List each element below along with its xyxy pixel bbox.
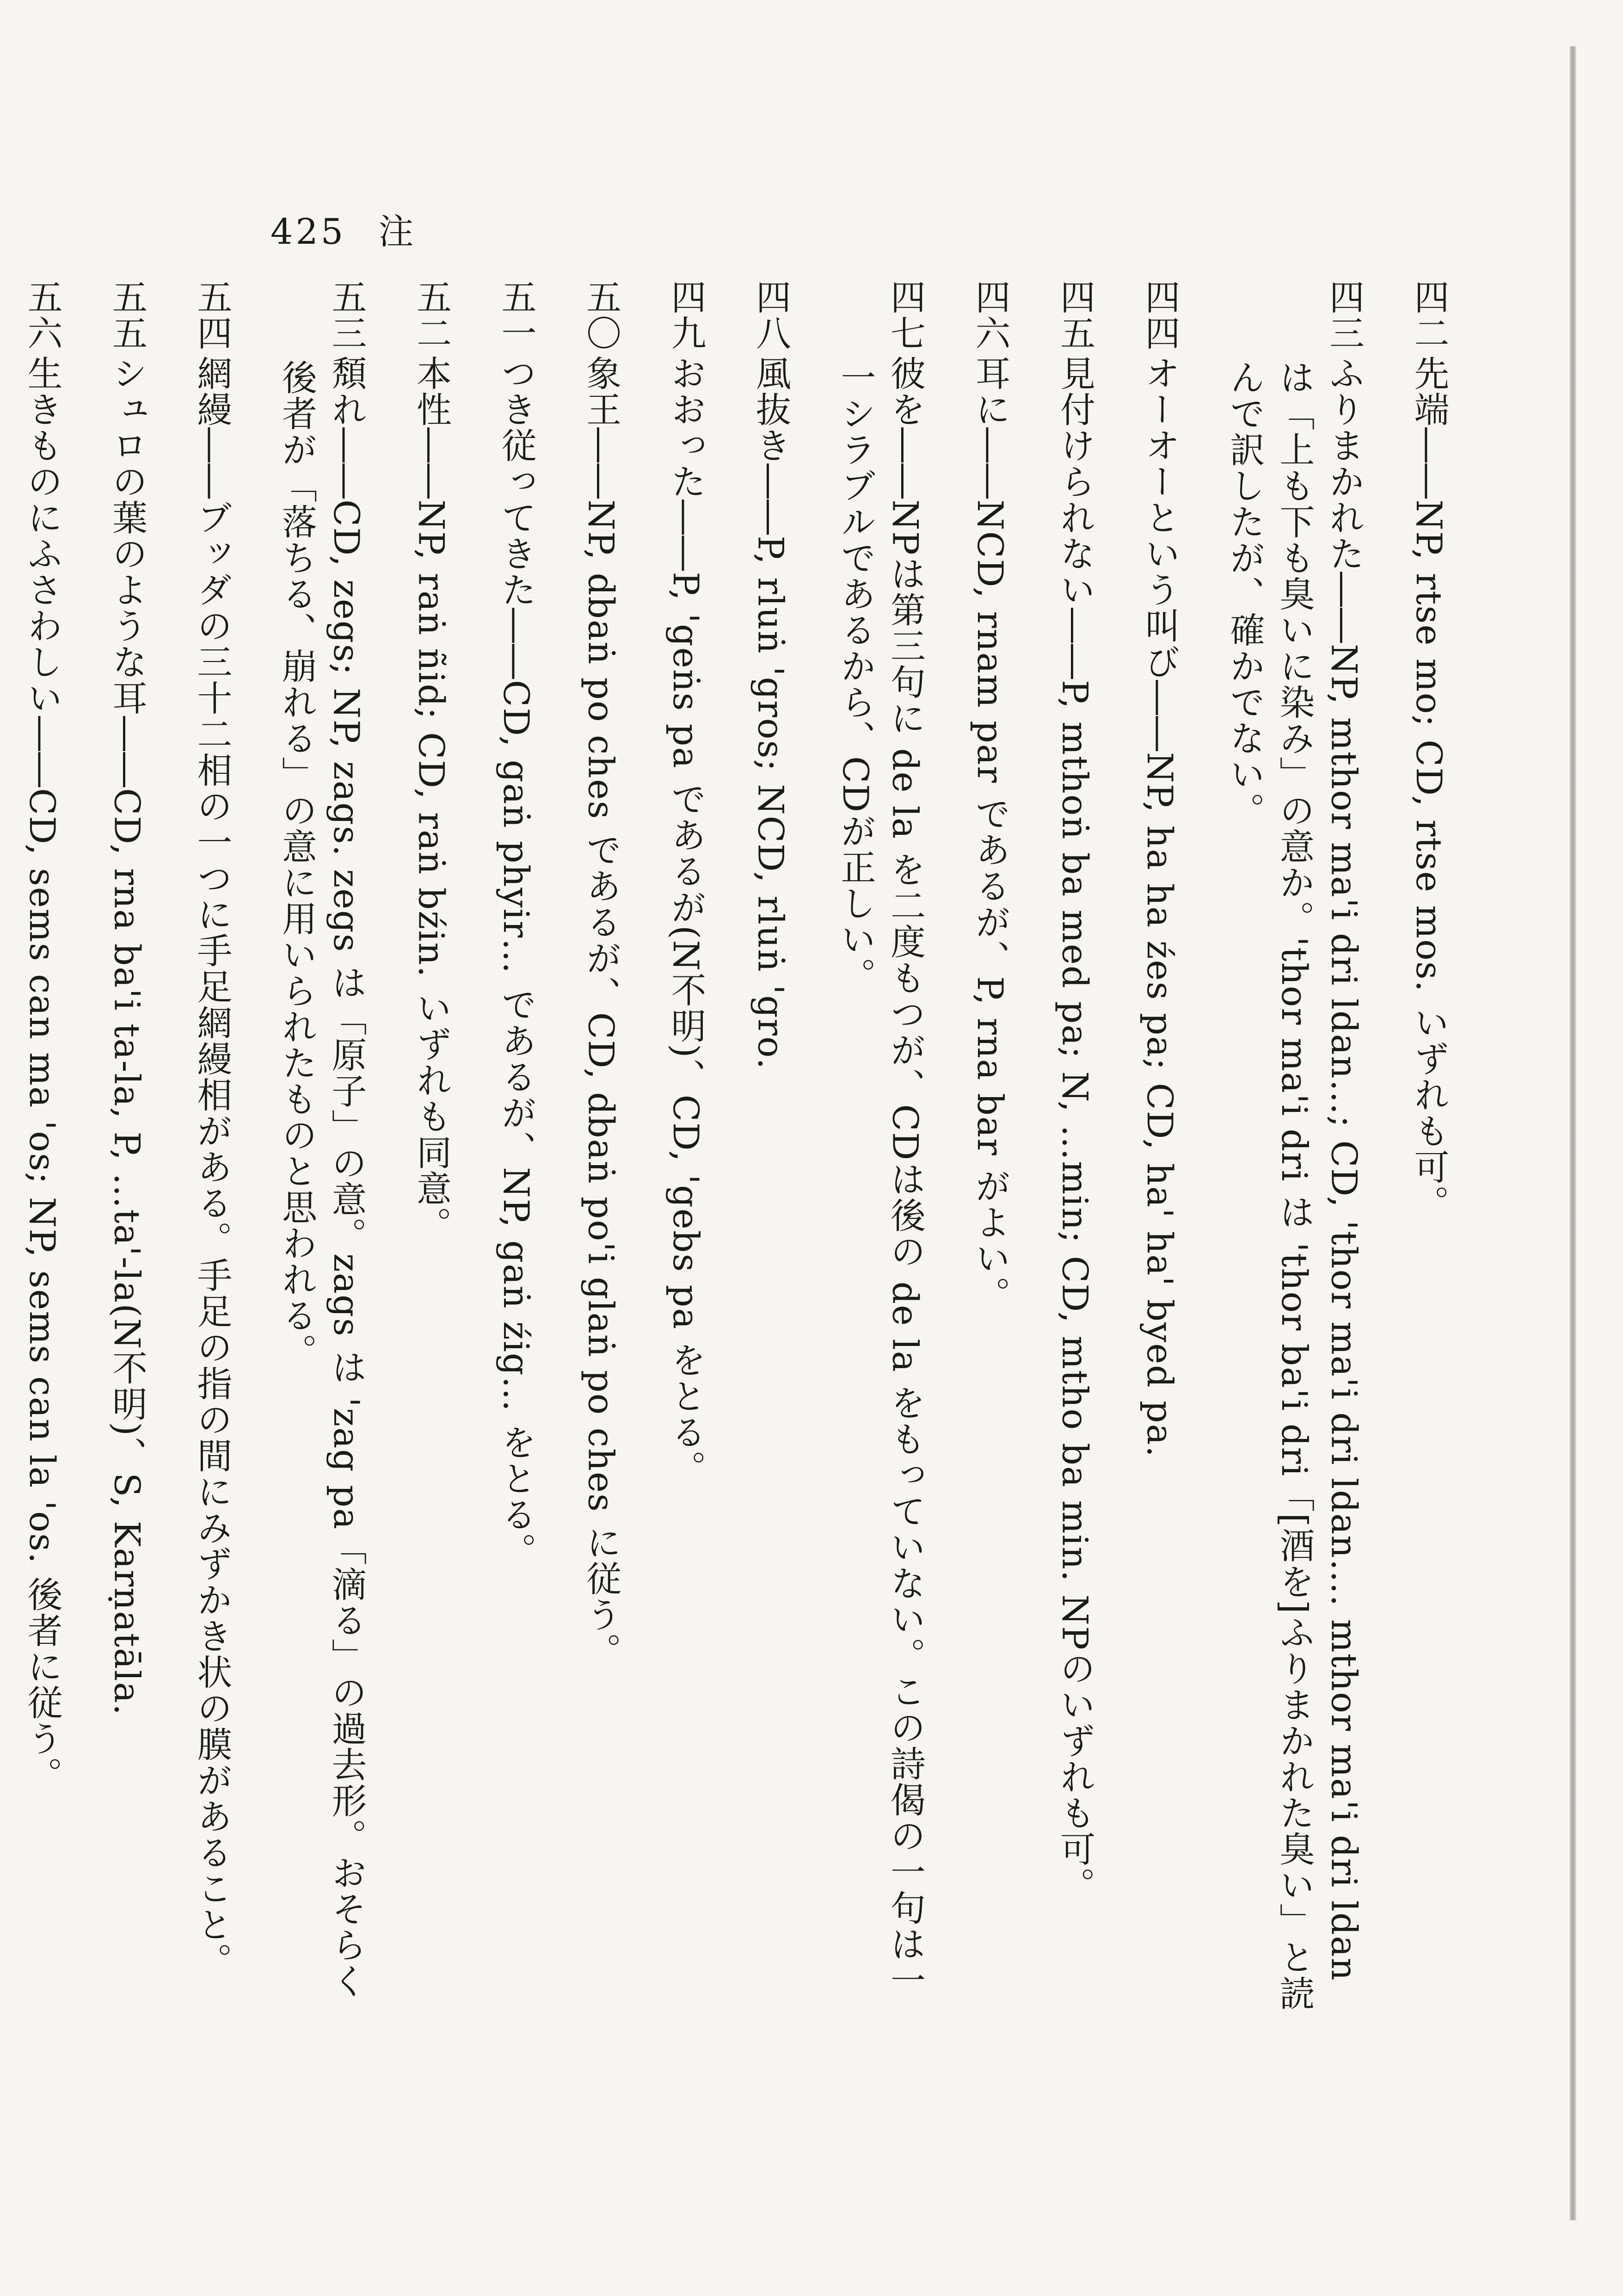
note-item [1135,278,1185,2012]
note-item [831,278,930,2012]
note-text: 風抜き――P, rluṅ 'gros; NCD, rluṅ 'gro. [750,355,792,1070]
note-text: 彼を――NPは第三句に de la を二度もつが、CDは後の de la をもっていない。この詩偈の一句は一一シラブルであるから、CDが正しい。 [835,355,926,1999]
note-text: 象王――NP, dbaṅ po ches であるが、CD, dbaṅ po'i glaṅ po ches に従う。 [580,355,622,1669]
note-text: 網縵――ブッダの三十二相の一つに手足網縵相がある。手足の指の間にみずかき状の膜があること。 [191,355,233,1979]
note-number: 四八 [750,278,792,351]
note-number: 五三 [326,278,367,351]
note-item [1220,278,1369,2012]
note-item [1404,278,1454,2012]
note-item [18,278,68,2012]
note-number: 五〇 [580,278,622,351]
note-item [1050,278,1100,2012]
note-number: 四七 [885,278,926,351]
note-number: 四二 [1408,278,1450,351]
note-number: 五四 [191,278,233,351]
running-head [270,204,416,254]
note-item [102,278,152,2012]
note-text: 見付けられない――P, mthoṅ ba med pa; N, …min; CD, mtho ba min. NPのいずれも可。 [1054,355,1096,1903]
note-number: 五二 [411,278,452,351]
note-text: オーオーという叫び――NP, ha ha źes pa; CD, ha' ha' byed pa. [1139,355,1180,1458]
note-item [661,278,711,2012]
note-item [965,278,1015,2012]
note-number: 五六 [22,278,63,351]
note-text: 耳に――NCD, rnam par であるが、P, rna bar がよい。 [970,355,1011,1313]
note-number: 五五 [106,278,148,351]
note-number: 四三 [1323,278,1365,351]
notes-column [0,278,1489,2012]
note-item [406,278,456,2012]
page-number: 425 [270,211,346,252]
note-number: 四六 [970,278,1011,351]
note-number: 四九 [665,278,707,351]
binding-edge [1570,46,1576,2220]
note-number: 五一 [496,278,537,351]
note-text: シュロの葉のような耳――CD, rna ba'i ta-la, P, …ta'-la(N不明)、S, Karṇatāla. [106,355,148,1716]
note-text: おおった――P, 'geṅs pa であるが(N不明)、CD, 'gebs pa をとる。 [665,355,707,1487]
note-number: 四四 [1139,278,1180,351]
note-text: 生きものにふさわしい――CD, sems can ma 'os; NP, sems can la 'os. 後者に従う。 [22,355,63,1793]
section-title: 注 [378,211,417,252]
note-item [746,278,796,2012]
note-text: つき従ってきた――CD, gaṅ phyir… であるが、NP, gaṅ źig… をとる。 [496,355,537,1569]
note-text: 頽れ――CD, zegs; NP, zags. zegs は「原子」の意。zags は 'zag pa「滴る」の過去形。おそらく後者が「落ちる、崩れる」の意に用いられたものと思われる。 [276,355,367,2000]
note-item [492,278,541,2012]
note-item [576,278,626,2012]
note-number: 四五 [1054,278,1096,351]
note-text: 先端――NP, rtse mo; CD, rtse mos. いずれも可。 [1408,355,1450,1221]
note-text: ふりまかれた――NP, mthor ma'i dri ldan…; CD, 'thor ma'i dri ldan…. mthor ma'i dri ldan は「上も下も臭いに染み」の意か。'thor ma'i dri は 'thor ba'i dri「[酒を]ふりまかれた臭い」と読んで訳したが、確かでない。 [1224,355,1365,2012]
note-text: 本性――NP, raṅ ñid; CD, raṅ bźin. いずれも同意。 [411,355,452,1243]
note-item [272,278,371,2012]
note-item [187,278,237,2012]
